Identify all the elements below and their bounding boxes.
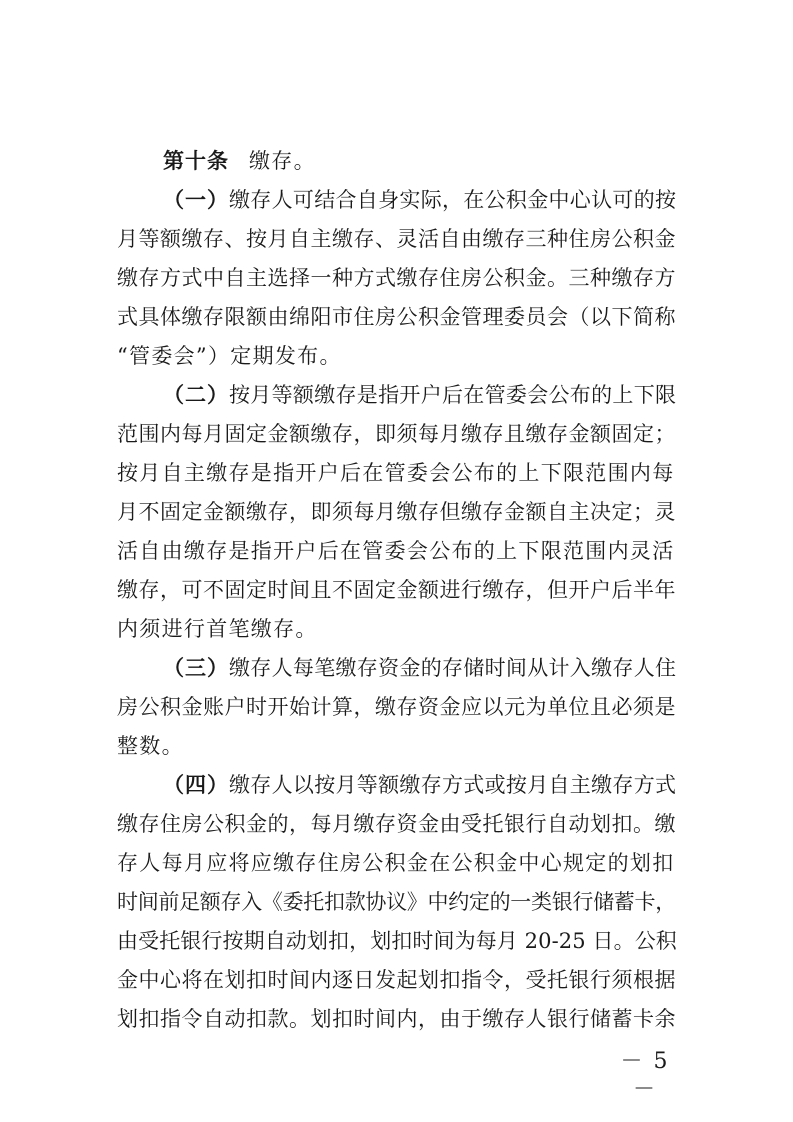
paragraph-text: 缴存人可结合自身实际，在公积金中心认可的按 bbox=[229, 188, 677, 212]
paragraph-1-line-3: 缴存方式中自主选择一种方式缴存住房公积金。三种缴存方 bbox=[117, 266, 676, 290]
paragraph-4-line-7: 划扣指令自动扣款。划扣时间内，由于缴存人银行储蓄卡余 bbox=[117, 1007, 676, 1031]
article-heading: 第十条 bbox=[163, 149, 229, 173]
paragraph-4-line-5: 由受托银行按期自动划扣，划扣时间为每月 20-25 日。公积 bbox=[117, 929, 677, 953]
paragraph-3-line-3: 整数。 bbox=[117, 734, 184, 758]
paragraph-4-line-1 bbox=[163, 771, 677, 799]
paragraph-2-line-2: 范围内每月固定金额缴存，即须每月缴存且缴存金额固定； bbox=[117, 422, 676, 446]
paragraph-3-line-1 bbox=[163, 654, 677, 682]
paragraph-4-line-3: 存人每月应将应缴存住房公积金在公积金中心规定的划扣 bbox=[117, 851, 675, 875]
paragraph-3-label: （三） bbox=[163, 656, 229, 680]
article-heading-text: 缴存。 bbox=[249, 149, 316, 173]
paragraph-1-line-1 bbox=[163, 186, 677, 214]
paragraph-text: 缴存人每笔缴存资金的存储时间从计入缴存人住 bbox=[229, 656, 677, 680]
paragraph-1-line-5: “管委会”）定期发布。 bbox=[117, 344, 342, 368]
paragraph-4-line-6: 金中心将在划扣时间内逐日发起划扣指令，受托银行须根据 bbox=[117, 968, 676, 992]
page-number: － 5 － bbox=[620, 1049, 670, 1102]
paragraph-2-label: （二） bbox=[163, 383, 229, 407]
paragraph-1-line-2: 月等额缴存、按月自主缴存、灵活自由缴存三种住房公积金 bbox=[117, 227, 676, 251]
paragraph-2-line-1 bbox=[163, 381, 677, 409]
article-heading-line bbox=[163, 147, 677, 175]
paragraph-1-line-4: 式具体缴存限额由绵阳市住房公积金管理委员会（以下简称 bbox=[117, 305, 676, 329]
paragraph-2-line-3: 按月自主缴存是指开户后在管委会公布的上下限范围内每 bbox=[117, 461, 675, 485]
paragraph-3-line-2: 房公积金账户时开始计算，缴存资金应以元为单位且必须是 bbox=[117, 695, 676, 719]
paragraph-text: 按月等额缴存是指开户后在管委会公布的上下限 bbox=[229, 383, 677, 407]
paragraph-4-line-2: 缴存住房公积金的，每月缴存资金由受托银行自动划扣。缴 bbox=[117, 812, 676, 836]
paragraph-2-line-5: 活自由缴存是指开户后在管委会公布的上下限范围内灵活 bbox=[117, 539, 675, 563]
paragraph-1-label: （一） bbox=[163, 188, 229, 212]
paragraph-text: 缴存人以按月等额缴存方式或按月自主缴存方式 bbox=[229, 773, 677, 797]
paragraph-2-line-7: 内须进行首笔缴存。 bbox=[117, 617, 318, 641]
paragraph-2-line-6: 缴存，可不固定时间且不固定金额进行缴存，但开户后半年 bbox=[117, 578, 676, 602]
paragraph-4-label: （四） bbox=[163, 773, 229, 797]
paragraph-2-line-4: 月不固定金额缴存，即须每月缴存但缴存金额自主决定；灵 bbox=[117, 500, 676, 524]
paragraph-4-line-4: 时间前足额存入《委托扣款协议》中约定的一类银行储蓄卡， bbox=[117, 890, 676, 914]
